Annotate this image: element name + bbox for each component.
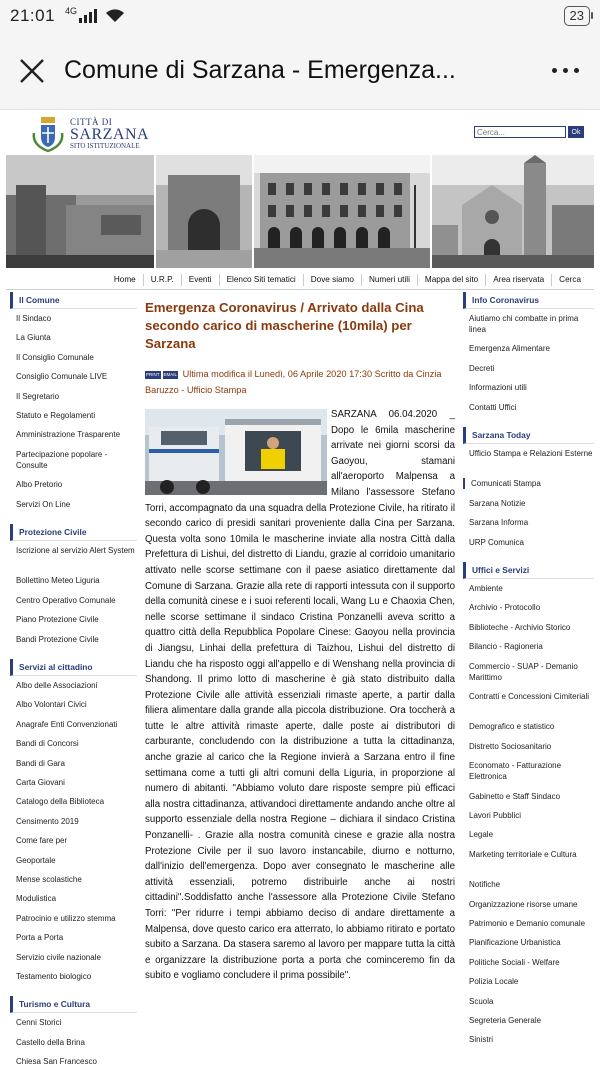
topnav-link-8[interactable]: Cerca [551,274,588,286]
topnav-link-1[interactable]: U.R.P. [143,274,181,286]
logo-line2: SARZANA [70,126,150,143]
topnav-link-4[interactable]: Dove siamo [303,274,361,286]
close-button[interactable] [0,32,64,110]
left_sections-section-title-3: Turismo e Cultura [10,996,137,1013]
article-title: Emergenza Coronavirus / Arrivato dalla Cina secondo carico di mascherine (10mila) per Sarzana [145,300,424,351]
left_sections-item-3-0[interactable]: Cenni Storici [16,1018,62,1028]
article-body [145,407,455,984]
right_sections-item-2-19[interactable]: Scuola [469,996,494,1006]
coat-of-arms-icon [30,115,66,153]
left_sections-item-1-3[interactable]: Piano Protezione Civile [16,615,99,625]
left_sections-item-1-0[interactable]: Iscrizione al servizio Alert System [16,546,135,555]
left_sections-item-0-8[interactable]: Albo Pretorio [16,480,63,490]
right_sections-item-2-17[interactable]: Politiche Sociali - Welfare [469,957,560,967]
right_sections-item-2-11[interactable]: Legale [469,830,494,840]
logo-line3: SITO ISTITUZIONALE [70,142,140,150]
wifi-icon [105,9,125,23]
right_sections-item-2-16[interactable]: Pianificazione Urbanistica [469,938,561,948]
top-navigation [0,271,600,289]
left_sections-item-2-4[interactable]: Bandi di Gara [16,758,65,768]
left_sections-item-2-15[interactable]: Testamento biologico [16,972,92,981]
logo-line1: CITTÀ DI [70,117,113,127]
right_sections-item-1-3[interactable]: Sarzana Informa [469,518,529,528]
right_sections-item-1-4[interactable]: URP Comunica [469,537,524,547]
right_sections-item-2-20[interactable]: Segreteria Generale [469,1016,542,1025]
signal-icon [79,9,97,23]
topnav-link-3[interactable]: Elenco Siti tematici [219,274,303,286]
search-button[interactable]: Ok [568,126,584,138]
right_sections-item-2-21[interactable]: Sinistri [469,1035,494,1045]
right_sections-item-2-6[interactable]: Demografico e statistico [469,722,555,732]
right_sections-item-0-0[interactable]: Aiutiamo chi combatte in prima linea [469,314,579,334]
left_sections-item-0-4[interactable]: Il Segretario [16,391,60,401]
right_sections-item-0-4[interactable]: Contatti Uffici [469,402,517,412]
left_sections-section-title-2: Servizi al cittadino [10,659,137,676]
right_sections-item-2-1[interactable]: Archivio - Protocollo [469,603,541,613]
left_sections-item-2-14[interactable]: Servizio civile nazionale [16,952,101,962]
page-title: Comune di Sarzana - Emergenza... [64,56,456,84]
right_sections-item-2-3[interactable]: Bilancio - Ragioneria [469,642,543,652]
left_sections-item-2-7[interactable]: Censimento 2019 [16,816,79,826]
left_sections-item-2-0[interactable]: Albo delle Associazioni [16,681,98,690]
topnav-link-5[interactable]: Numeri utili [361,274,417,286]
right_sections-item-2-15[interactable]: Patrimonio e Demanio comunale [469,919,586,928]
left_sections-item-2-10[interactable]: Mense scolastiche [16,875,82,884]
right_sections-item-1-2[interactable]: Sarzana Notizie [469,498,526,508]
banner-cathedral-image [432,155,594,268]
left_sections-item-0-9[interactable]: Servizi On Line [16,499,71,509]
nav-divider [6,289,594,290]
left_sections-item-0-6[interactable]: Amministrazione Trasparente [16,430,121,440]
more-options-button[interactable] [530,68,600,73]
right_sections-item-2-0[interactable]: Ambiente [469,584,503,593]
web-page [0,111,600,1067]
right_sections-item-2-12[interactable]: Marketing territoriale e Cultura [469,849,577,859]
search-input[interactable] [474,126,566,138]
right_sections-section-title-2: Uffici e Servizi [463,562,594,579]
right_sections-item-0-3[interactable]: Informazioni utili [469,383,527,393]
left_sections-item-0-0[interactable]: Il Sindaco [16,314,52,323]
right_sections-item-2-8[interactable]: Economato - Fatturazione Elettronica [469,761,562,782]
print-button[interactable]: PRINT [146,371,160,377]
right_sections-item-1-0[interactable]: Ufficio Stampa e Relazioni Esterne [469,449,593,458]
site-search [474,126,584,138]
left_sections-item-3-2[interactable]: Chiesa San Francesco [16,1057,97,1067]
article-meta-text: Ultima modifica il Lunedì, 06 Aprile 2020 17:30 Scritto da Cinzia Baruzzo - Ufficio Stampa [145,369,442,395]
right_sections-item-2-9[interactable]: Gabinetto e Staff Sindaco [469,791,561,801]
right_sections-item-2-7[interactable]: Distretto Sociosanitario [469,741,552,751]
left_sections-item-3-1[interactable]: Castello della Brina [16,1037,85,1047]
header-banner [6,155,594,268]
left_sections-item-2-12[interactable]: Patrocinio e utilizzo stemma [16,913,116,923]
topnav-link-6[interactable]: Mappa del sito [417,274,485,286]
banner-gate-image [156,155,252,268]
right_sections-section-title-0: Info Coronavirus [463,292,594,309]
left_sections-item-2-11[interactable]: Modulistica [16,894,57,904]
left_sections-item-1-1[interactable]: Bollettino Meteo Liguria [16,576,100,586]
left_sections-item-2-1[interactable]: Albo Volontari Civici [16,700,87,710]
article-meta [145,366,455,398]
left_sections-item-2-6[interactable]: Catalogo della Biblioteca [16,797,105,807]
left_sections-item-0-2[interactable]: Il Consiglio Comunale [16,352,94,362]
right_sections-item-1-1[interactable]: Comunicati Stampa [463,478,594,489]
more-icon [552,68,557,73]
article-photo [145,409,327,495]
browser-title-bar [0,32,600,110]
left_sections-section-title-1: Protezione Civile [10,524,137,541]
right_sections-section-title-1: Sarzana Today [463,427,594,444]
left_sections-item-1-4[interactable]: Bandi Protezione Civile [16,634,99,644]
right_sections-item-0-2[interactable]: Decreti [469,363,495,373]
right_sections-item-2-10[interactable]: Lavori Pubblici [469,811,522,820]
topnav-link-2[interactable]: Eventi [181,274,219,286]
article [145,299,455,984]
topnav-link-0[interactable]: Home [113,275,136,284]
left_sections-item-2-8[interactable]: Come fare per [16,836,68,846]
left_sections-item-0-3[interactable]: Consiglio Comunale LIVE [16,372,108,382]
clock: 21:01 [10,6,56,25]
close-icon [19,58,45,84]
right_sections-item-2-18[interactable]: Polizia Locale [469,977,519,987]
left_sections-item-0-5[interactable]: Statuto e Regolamenti [16,411,96,420]
right_sections-item-2-4[interactable]: Commercio - SUAP - Demanio Marittimo [469,661,578,682]
topnav-link-7[interactable]: Area riservata [485,274,551,286]
site-header [0,111,600,155]
right_sections-item-2-14[interactable]: Organizzazione risorse umane [469,899,578,909]
article-body-text: SARZANA 06.04.2020 _ Dopo le 6mila mascherine arrivate nei giorni scorsi da Gaoyou, stamani all'aeroporto Malpensa a Milano l'assessore Stefano Torri, accompagnato da una squadra della Protezione Civile, ha ritirato il secondo carico di presidi sanitari proveniente dalla Cina per Sarzana. Questa volta sono 10mila le mascherine inviate alla nostra Città dalla Prefettura di Lishui, del distretto di Liandu, grazie al corridoio umanitario attivato nelle scorse settimane con il paese asiatico direttamente dal Comune di Sarzana. Grazie alla rete di rapporti intessuta con il supporto della comunità cinese e i suoi referenti locali, Wang Lu e Chaoxia Chen, nelle scorse settimane il sindaco Cristina Ponzanelli aveva scritto a quattro città della Repubblica Popolare Cinese: Gaoyou nella provincia di Jiangsu, Linhai della prefettura di Taizhou, Lishui del distretto di Liandu che ha risposto oggi all'appello e di Wenshang nella provincia di Shandong. Il primo lotto di mascherine è già stato distribuito dalla Protezione Civile alle attività essenziali rimaste aperte, a partir dalla filiera alimentare dalla grande alla piccola distribuzione. Ora toccherà a tutte le altre attività rimaste aperte, dalle poste ai distributori di carburante, concludendo con la distribuzione a tutta la cittadinanza, anche grazie al carico che la Regione invierà a Sarzana entro il fine settimana come a tutti gli altri comuni della Liguria, in proporzione al numero di abitanti. "Abbiamo voluto dare risposte sempre più efficaci alla nostra cittadinanza, attivandoci direttamente andando anche oltre al supporto essenziale della nostra Regione – dichiara il sindaco Cristina Ponzanelli- . Grazie alla nostra comunità cinese e grazie alla nostra Protezione Civile per il suo lavoro instancabile, diurno e notturno, dall'inizio dell'emergenza. Dopo aver consegnato le mascherine alle attività essenziali, potremo distribuirle anche ai nostri cittadini".Soddisfatto anche l'assessore alla Protezione Civile Stefano Torri: "Per ridurre i tempi abbiamo deciso di andare direttamente a Malpensa, dove questo carico era atterrato, lo abbiamo ritirato e portato subito a Sarzana. Da stasera saremo al lavoro per mappare tutta la città e organizzare la distribuzione porta a porta che cominceremo fin da subito e vogliamo concludere il prima possibile". [145,409,455,982]
left_sections-item-2-3[interactable]: Bandi di Concorsi [16,739,79,749]
status-bar [0,0,600,32]
left_sections-item-1-2[interactable]: Centro Operativo Comunale [16,595,116,605]
banner-fortress-image [6,155,154,268]
right_sections-item-2-13[interactable]: Notifiche [469,880,501,890]
right_sections-item-2-2[interactable]: Biblioteche - Archivio Storico [469,622,571,632]
email-button[interactable]: EMAIL [163,371,178,377]
left_sections-item-0-1[interactable]: La Giunta [16,333,51,343]
battery-indicator: 23 [564,6,590,26]
left_sections-item-2-9[interactable]: Geoportale [16,855,56,865]
site-logo[interactable] [30,115,149,153]
right_sections-item-0-1[interactable]: Emergenza Alimentare [469,344,550,354]
left_sections-item-2-13[interactable]: Porta a Porta [16,933,64,943]
banner-square-image [254,155,430,268]
left_sections-item-2-5[interactable]: Carta Giovani [16,778,65,787]
network-type: 4G [65,6,78,16]
left_sections-item-0-7[interactable]: Partecipazione popolare - Consulte [16,449,108,470]
right_sections-item-2-5[interactable]: Contratti e Concessioni Cimiteriali [469,692,590,701]
left_sections-section-title-0: Il Comune [10,292,137,309]
left_sections-item-2-2[interactable]: Anagrafe Enti Convenzionati [16,719,118,729]
